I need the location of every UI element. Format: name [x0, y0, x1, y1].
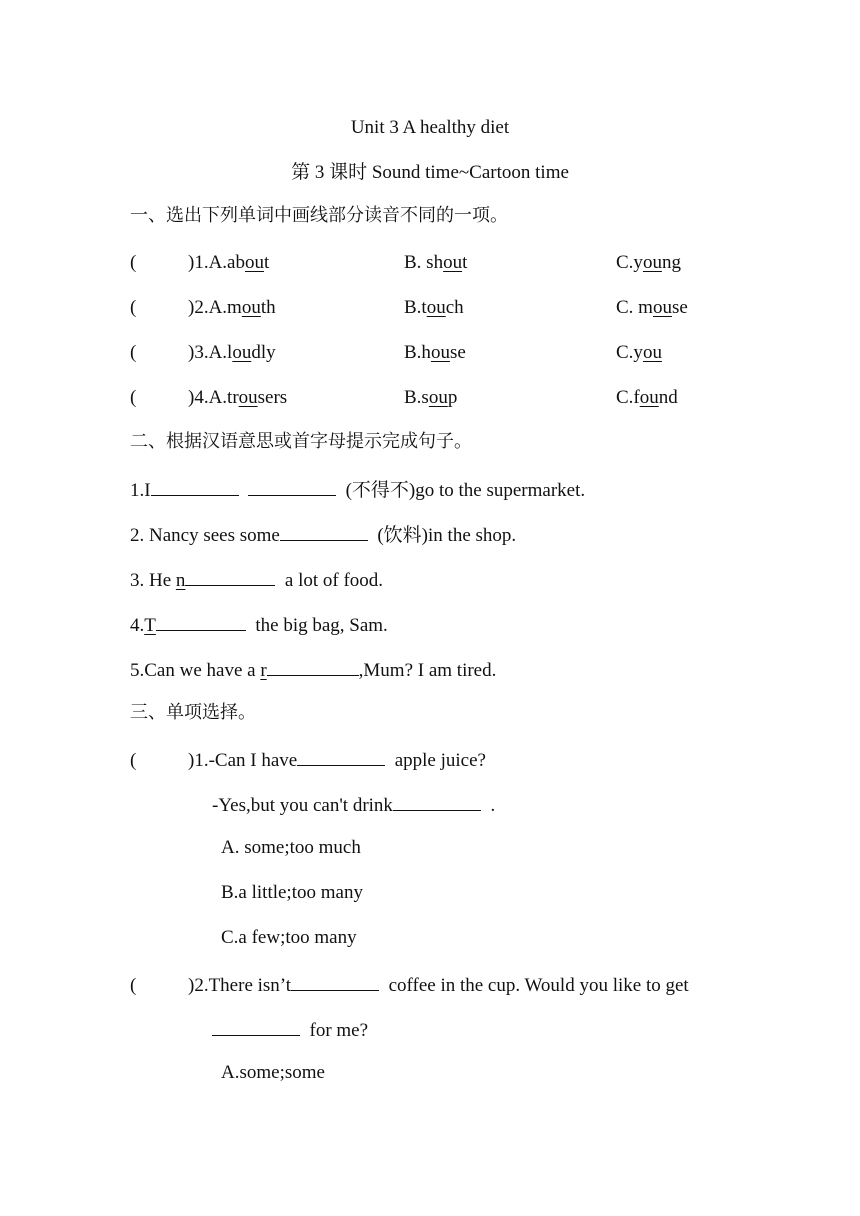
- option-c: C.young: [616, 252, 681, 273]
- answer-blank[interactable]: [297, 745, 385, 766]
- answer-blank[interactable]: [291, 970, 379, 991]
- option-a: A.mouth: [208, 297, 276, 318]
- s2-sentence-3: 3. He n a lot of food.: [130, 565, 383, 594]
- option-c: C.you: [616, 342, 662, 363]
- s2-sentence-4: 4.T the big bag, Sam.: [130, 610, 388, 639]
- s3-question-1-line2: -Yes,but you can't drink .: [212, 790, 495, 819]
- s3-q2-option-a: A.some;some: [221, 1062, 325, 1083]
- answer-blank[interactable]: [267, 655, 359, 676]
- option-a: A.trousers: [208, 387, 288, 408]
- answer-blank[interactable]: [212, 1015, 300, 1036]
- answer-blank[interactable]: [156, 610, 246, 631]
- answer-blank[interactable]: [248, 475, 336, 496]
- answer-blank[interactable]: [280, 520, 368, 541]
- option-b: B.house: [404, 342, 466, 363]
- section3-heading: 三、单项选择。: [130, 702, 256, 723]
- answer-blank[interactable]: [393, 790, 481, 811]
- answer-blank[interactable]: [185, 565, 275, 586]
- s3-question-1: ( )1.-Can I have apple juice?: [130, 745, 486, 774]
- s3-q1-option-b: B.a little;too many: [221, 882, 363, 903]
- option-c: C. mouse: [616, 297, 688, 318]
- s1-question-3: ( )3.A.loudly B.house C.you: [130, 340, 750, 366]
- s2-sentence-2: 2. Nancy sees some (饮料)in the shop.: [130, 520, 516, 549]
- s3-q1-option-c: C.a few;too many: [221, 927, 357, 948]
- s3-question-2-line2: for me?: [212, 1015, 368, 1044]
- s3-question-2: ( )2.There isn’t coffee in the cup. Would you like to get: [130, 970, 689, 999]
- section2-heading: 二、根据汉语意思或首字母提示完成句子。: [130, 431, 472, 452]
- s1-question-4: ( )4.A.trousers B.soup C.found: [130, 385, 750, 411]
- section1-heading: 一、选出下列单词中画线部分读音不同的一项。: [130, 205, 508, 226]
- option-a: A.loudly: [208, 342, 276, 363]
- s2-sentence-1: 1.I (不得不)go to the supermarket.: [130, 475, 585, 504]
- s1-question-2: ( )2.A.mouth B.touch C. mouse: [130, 295, 750, 321]
- option-b: B. shout: [404, 252, 468, 273]
- option-a: A.about: [208, 252, 270, 273]
- answer-blank[interactable]: [151, 475, 239, 496]
- option-b: B.touch: [404, 297, 464, 318]
- s1-question-1: ( )1.A.about B. shout C.young: [130, 250, 750, 276]
- option-b: B.soup: [404, 387, 458, 408]
- page-subtitle: 第 3 课时 Sound time~Cartoon time: [291, 162, 569, 183]
- page-title: Unit 3 A healthy diet: [350, 117, 510, 138]
- s3-q1-option-a: A. some;too much: [221, 837, 361, 858]
- option-c: C.found: [616, 387, 678, 408]
- s2-sentence-5: 5.Can we have a r ,Mum? I am tired.: [130, 655, 496, 684]
